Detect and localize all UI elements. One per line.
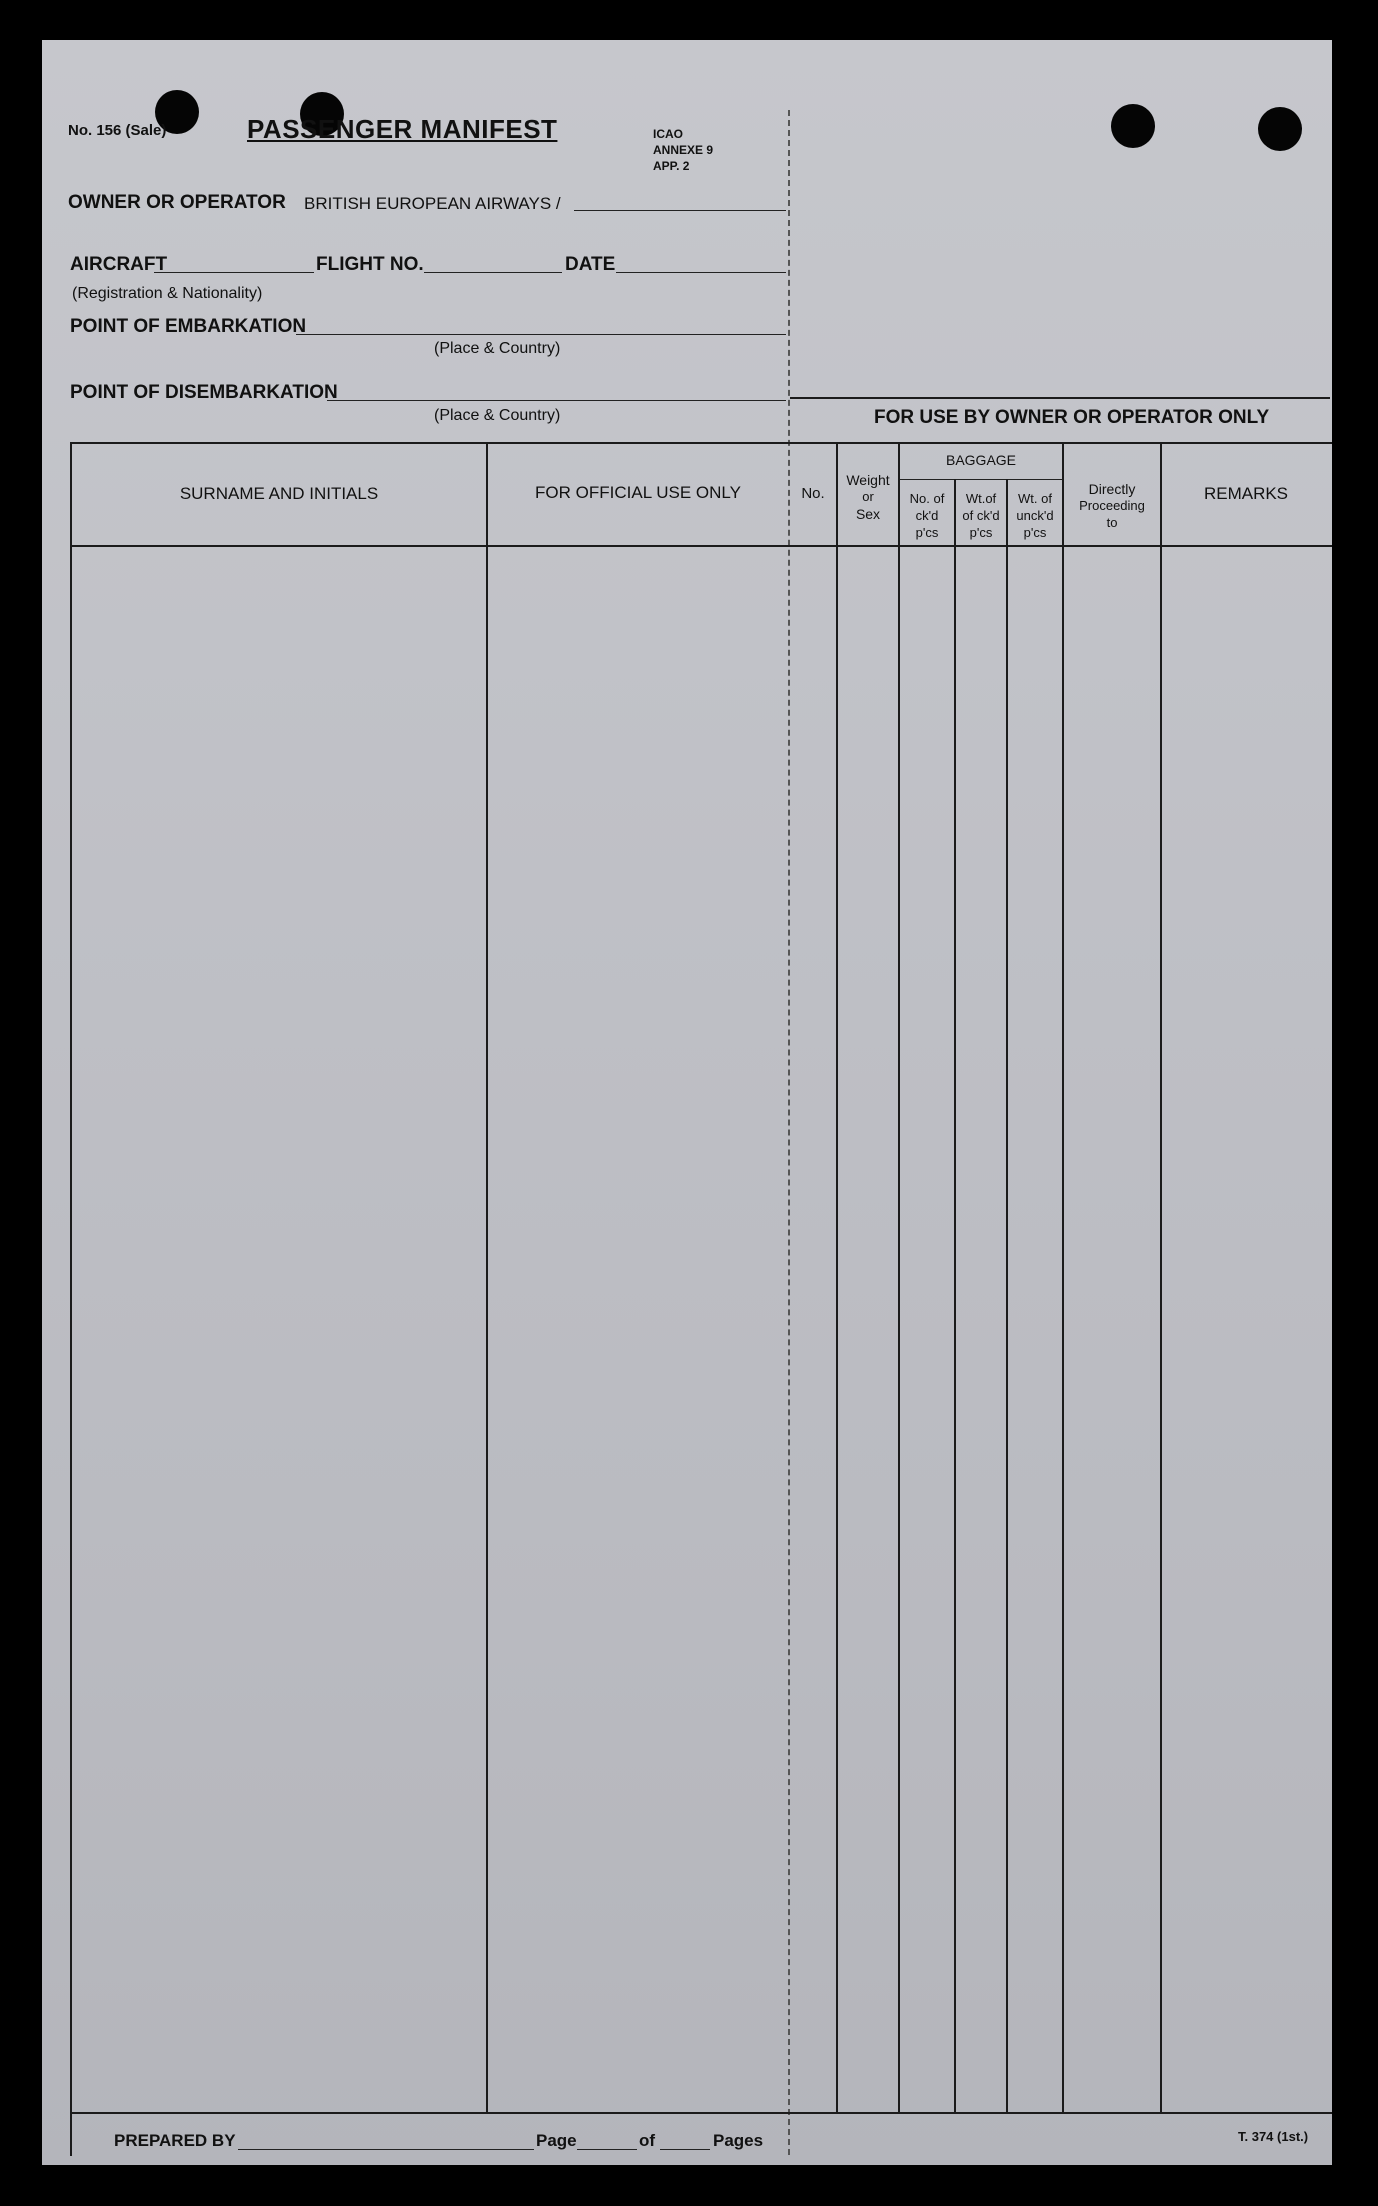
col-no-ckd-3: p'cs [915,525,939,540]
owner-label: OWNER OR OPERATOR [68,192,286,213]
disembarkation-line [327,400,786,401]
col-wt-unckd-2: unck'd [1016,508,1054,523]
owner-line [574,210,786,211]
baggage-rule [898,479,1062,480]
table-header-rule [70,545,1332,547]
owner-only-rule [790,397,1330,399]
table-left-border [70,442,72,2156]
of-line [660,2149,710,2150]
of-label: of [639,2131,656,2150]
disembarkation-sublabel: (Place & Country) [434,407,561,424]
flight-line [424,272,562,273]
prepared-by-label: PREPARED BY [114,2131,236,2150]
pages-label: Pages [713,2131,764,2150]
col-directly-1: Directly [1088,481,1136,497]
aircraft-sublabel: (Registration & Nationality) [72,285,263,302]
col-wt-ckd-3: p'cs [969,525,993,540]
baggage-header: BAGGAGE [945,452,1017,468]
date-label: DATE [565,254,616,275]
owner-value: BRITISH EUROPEAN AIRWAYS / [304,194,561,213]
col-no-ckd-2: ck'd [915,508,939,523]
perforation-line [788,110,790,2155]
col-divider [898,442,900,2112]
col-wt-unckd-3: p'cs [1023,525,1047,540]
col-wt-unckd-1: Wt. of [1018,491,1052,506]
form-title: PASSENGER MANIFEST [247,114,558,144]
disembarkation-label: POINT OF DISEMBARKATION [70,382,338,403]
col-directly-2: Proceeding [1079,498,1145,513]
date-line [616,272,786,273]
owner-only-label: FOR USE BY OWNER OR OPERATOR ONLY [874,407,1270,428]
col-surname-header: SURNAME AND INITIALS [179,484,379,503]
col-weight-header-2: or [862,489,874,504]
manifest-form [42,40,1332,2165]
col-wt-ckd-1: Wt.of [965,491,997,506]
prepared-by-line [238,2149,534,2150]
flight-label: FLIGHT NO. [316,254,424,275]
page-line [577,2149,637,2150]
col-weight-header-1: Weight [846,472,890,488]
form-reference: T. 374 (1st.) [1238,2129,1309,2144]
icao-line-2: ANNEXE 9 [653,143,714,157]
aircraft-label: AIRCRAFT [70,254,168,275]
form-number: No. 156 (Sale) [68,122,167,139]
col-directly-3: to [1106,515,1118,530]
col-divider [486,442,488,2112]
col-divider [1062,442,1064,2112]
col-divider [1006,479,1008,2112]
col-official-header: FOR OFFICIAL USE ONLY [535,483,741,502]
col-weight-header-3: Sex [855,506,881,522]
icao-line-3: APP. 2 [653,159,690,173]
page-label: Page [536,2131,577,2150]
col-divider [836,442,838,2112]
punch-hole [1258,107,1302,151]
icao-line-1: ICAO [653,127,683,141]
col-divider [954,479,956,2112]
table-bottom-rule [70,2112,1332,2114]
col-wt-ckd-2: of ck'd [962,508,1000,523]
col-no-header: No. [801,485,825,502]
table-top-rule [70,442,1332,444]
embarkation-sublabel: (Place & Country) [434,340,561,357]
col-no-ckd-1: No. of [909,491,945,506]
col-divider [1160,442,1162,2112]
embarkation-line [296,334,786,335]
aircraft-line [154,272,314,273]
col-remarks-header: REMARKS [1203,484,1289,503]
embarkation-label: POINT OF EMBARKATION [70,316,307,337]
punch-hole [1111,104,1155,148]
